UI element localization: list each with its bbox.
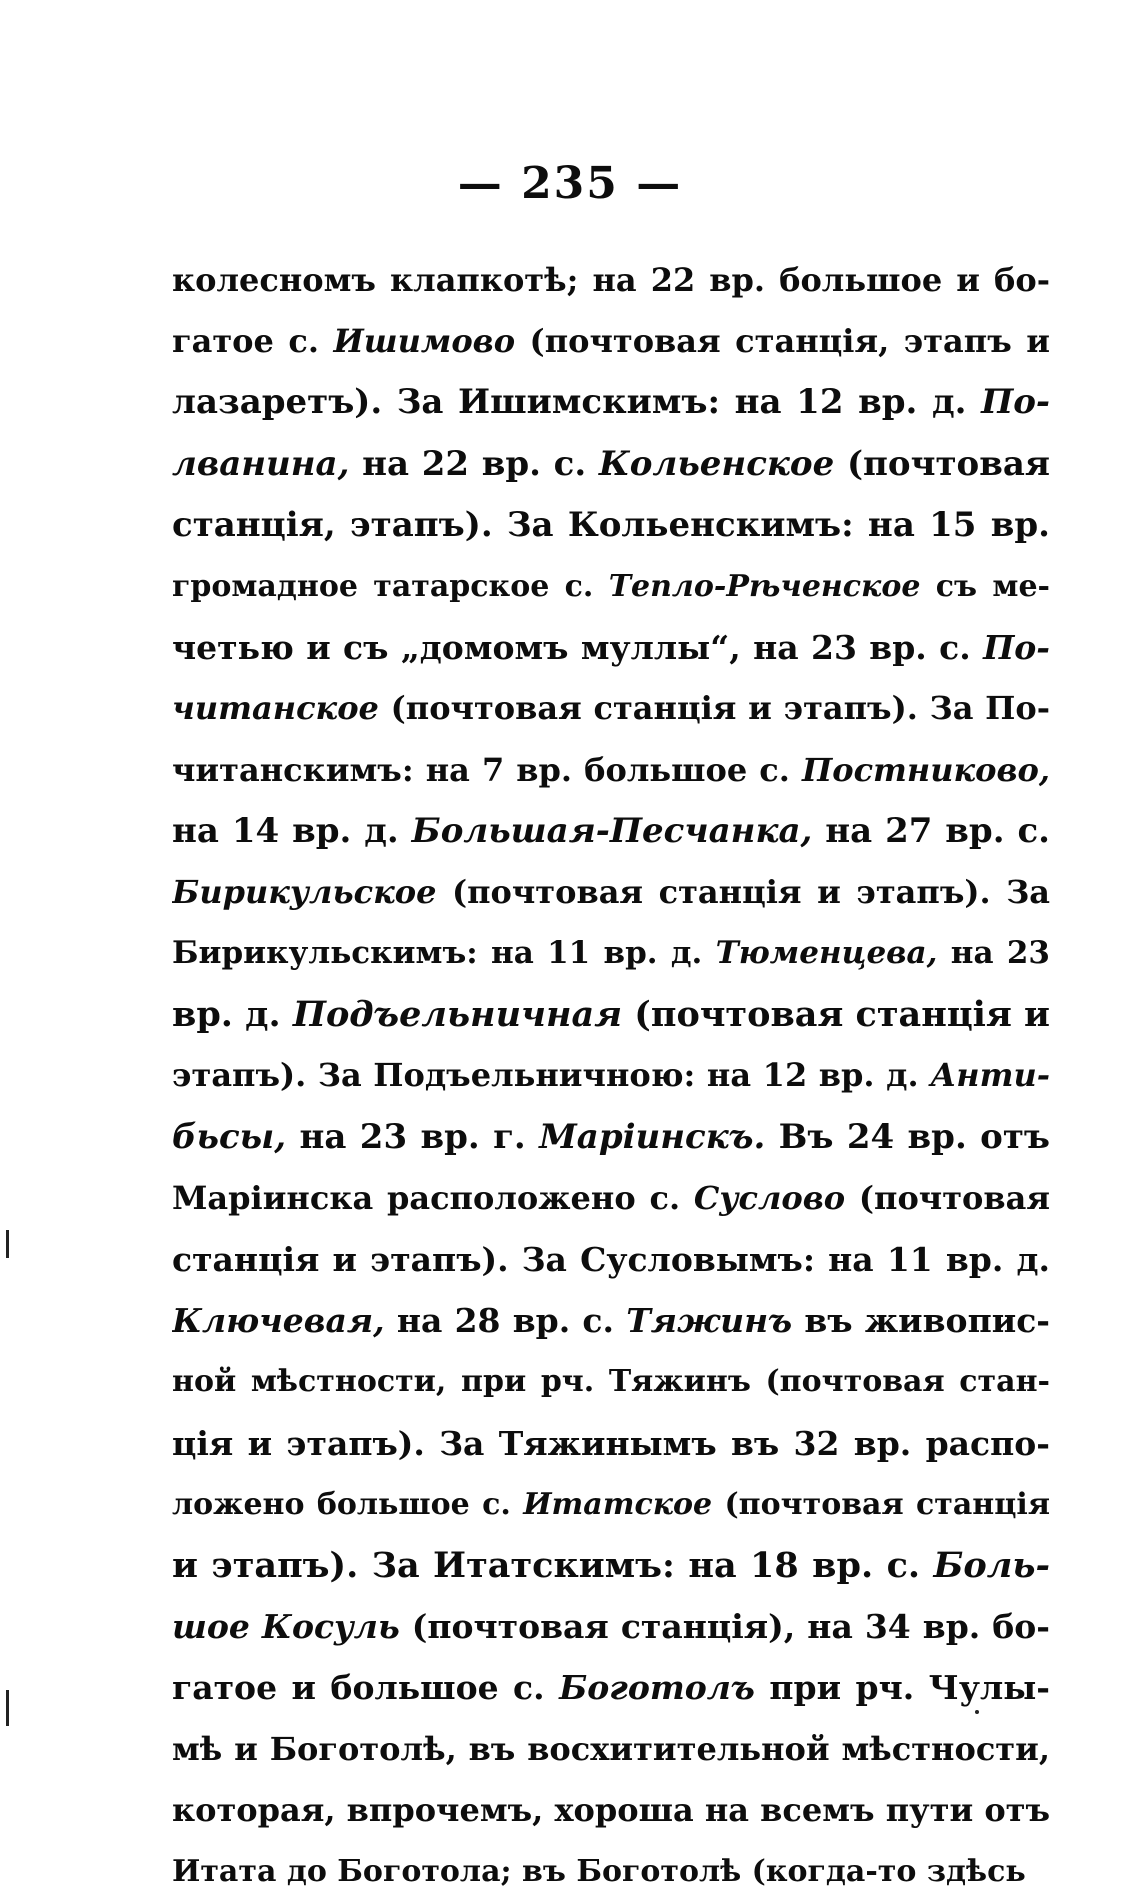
italic-place-name: Подъельничная bbox=[292, 994, 623, 1036]
text-span: (почтовая станція и bbox=[622, 994, 1050, 1036]
italic-place-name: шое Косуль bbox=[172, 1607, 400, 1647]
italic-place-name: Бирикульское bbox=[172, 872, 437, 911]
text-span: Въ 24 вр. отъ bbox=[765, 1116, 1050, 1157]
text-span: колесномъ клапкотѣ; на 22 вр. большое и бо- bbox=[172, 261, 1050, 299]
italic-place-name: Итатское bbox=[523, 1486, 713, 1522]
text-span: этапъ). За Подъельничною: на 12 вр. д. bbox=[172, 1056, 931, 1095]
text-span: лазаретъ). За Ишимскимъ: на 12 вр. д. bbox=[172, 382, 982, 423]
text-span: читанскимъ: на 7 вр. большое с. bbox=[172, 750, 802, 789]
text-line bbox=[172, 617, 1050, 678]
text-span: громадное татарское с. bbox=[172, 568, 609, 604]
text-span: которая, впрочемъ, хороша на всемъ пути отъ bbox=[172, 1790, 1050, 1829]
body-text bbox=[172, 250, 1050, 1902]
text-span: при рч. Чулы- bbox=[754, 1668, 1050, 1708]
italic-place-name: Тепло-Рѣченское bbox=[608, 568, 921, 604]
text-span: мѣ и Боготолѣ, въ восхитительной мѣстности, bbox=[172, 1729, 1050, 1768]
text-span: гатое и большое с. bbox=[172, 1668, 560, 1708]
text-span: (почтовая станція), на 34 вр. бо- bbox=[399, 1607, 1050, 1647]
text-line bbox=[172, 1596, 1050, 1657]
text-span: въ живопис- bbox=[792, 1301, 1050, 1341]
scan-margin-mark bbox=[6, 1690, 9, 1726]
text-line bbox=[172, 1290, 1050, 1351]
text-span: (почтовая bbox=[845, 1178, 1050, 1217]
italic-place-name: лванина, bbox=[172, 443, 350, 484]
text-line bbox=[172, 1168, 1050, 1229]
text-span: на 23 bbox=[937, 935, 1050, 972]
italic-place-name: Маріинскъ. bbox=[539, 1116, 766, 1157]
scan-margin-mark bbox=[6, 1230, 9, 1258]
text-span: станція, этапъ). За Кольенскимъ: на 15 вр. bbox=[172, 504, 1050, 545]
text-line bbox=[172, 495, 1050, 556]
italic-place-name: По- bbox=[981, 382, 1050, 423]
text-span: (почтовая станція, этапъ и bbox=[515, 322, 1050, 361]
text-span: (почтовая станція и этапъ). За bbox=[436, 872, 1050, 911]
text-line bbox=[172, 311, 1050, 372]
italic-place-name: Ишимово bbox=[333, 322, 516, 361]
text-line bbox=[172, 250, 1050, 311]
text-line bbox=[172, 801, 1050, 862]
text-line bbox=[172, 372, 1050, 433]
text-span: на 27 вр. с. bbox=[812, 810, 1050, 851]
text-span: вр. д. bbox=[172, 994, 293, 1036]
italic-place-name: Тюменцева, bbox=[715, 935, 938, 972]
text-span: Итата до Боготола; въ Боготолѣ (когда-то здѣсь bbox=[172, 1853, 1026, 1889]
text-line bbox=[172, 678, 1050, 739]
text-line bbox=[172, 1780, 1050, 1841]
italic-place-name: Кольенское bbox=[598, 443, 835, 484]
italic-place-name: Боль- bbox=[933, 1544, 1050, 1586]
text-span: четью и съ „домомъ муллы“, на 23 вр. с. bbox=[172, 628, 984, 668]
text-line bbox=[172, 1107, 1050, 1168]
text-line bbox=[172, 1719, 1050, 1780]
text-line bbox=[172, 1841, 1050, 1902]
text-span: Бирикульскимъ: на 11 вр. д. bbox=[172, 935, 716, 972]
text-span: на 14 вр. д. bbox=[172, 810, 412, 851]
page-number: — 235 — bbox=[457, 158, 683, 209]
italic-place-name: Боготолъ bbox=[559, 1668, 755, 1708]
italic-place-name: бьсы, bbox=[172, 1116, 287, 1157]
text-line bbox=[172, 923, 1050, 984]
text-span: ложено большое с. bbox=[172, 1486, 524, 1522]
text-line bbox=[172, 1351, 1050, 1412]
italic-place-name: Большая-Песчанка, bbox=[411, 810, 813, 851]
text-line bbox=[172, 1229, 1050, 1290]
italic-place-name: По- bbox=[983, 628, 1050, 668]
text-line bbox=[172, 1535, 1050, 1596]
text-span: на 28 вр. с. bbox=[384, 1301, 627, 1341]
text-span: на 22 вр. с. bbox=[349, 443, 599, 484]
italic-place-name: Суслово bbox=[693, 1178, 846, 1217]
text-span: гатое с. bbox=[172, 322, 334, 361]
text-line bbox=[172, 1413, 1050, 1474]
text-line bbox=[172, 556, 1050, 617]
text-line bbox=[172, 1657, 1050, 1718]
italic-place-name: Постниково, bbox=[801, 750, 1050, 789]
scan-dot bbox=[975, 1710, 979, 1714]
text-line bbox=[172, 1045, 1050, 1106]
italic-place-name: читанское bbox=[172, 689, 379, 728]
text-line bbox=[172, 984, 1050, 1045]
text-span: на 23 вр. г. bbox=[286, 1116, 540, 1157]
text-span: ція и этапъ). За Тяжинымъ въ 32 вр. распо- bbox=[172, 1423, 1050, 1463]
text-span: и этапъ). За Итатскимъ: на 18 вр. с. bbox=[172, 1544, 934, 1586]
italic-place-name: Анти- bbox=[930, 1056, 1050, 1095]
text-line bbox=[172, 740, 1050, 801]
text-span: (почтовая bbox=[834, 443, 1050, 484]
text-span: съ ме- bbox=[920, 568, 1050, 604]
text-span: (почтовая станція bbox=[712, 1486, 1050, 1522]
italic-place-name: Ключевая, bbox=[172, 1301, 385, 1341]
text-line bbox=[172, 862, 1050, 923]
text-span: Маріинска расположено с. bbox=[172, 1178, 694, 1217]
text-span: (почтовая станція и этапъ). За По- bbox=[378, 689, 1050, 728]
text-span: ной мѣстности, при рч. Тяжинъ (почтовая стан- bbox=[172, 1364, 1050, 1400]
text-span: станція и этапъ). За Сусловымъ: на 11 вр. д. bbox=[172, 1240, 1050, 1279]
italic-place-name: Тяжинъ bbox=[626, 1301, 793, 1341]
text-line bbox=[172, 434, 1050, 495]
text-line bbox=[172, 1474, 1050, 1535]
